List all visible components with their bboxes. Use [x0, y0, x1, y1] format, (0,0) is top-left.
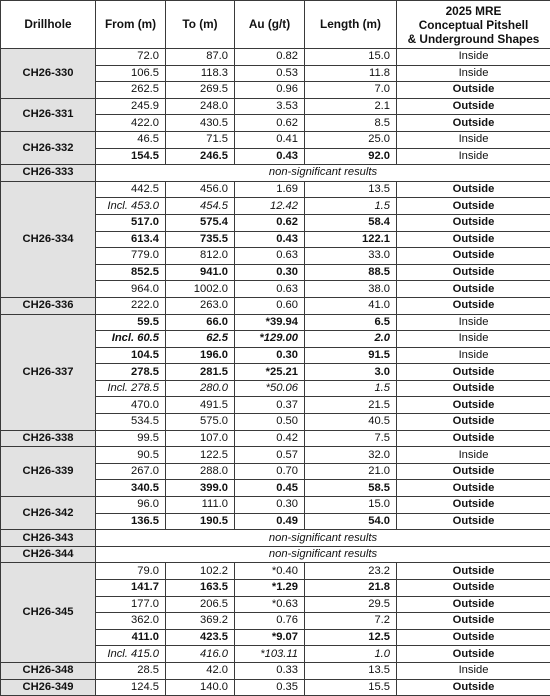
zone-status: Outside: [397, 646, 550, 663]
from-value: 79.0: [96, 563, 166, 580]
zone-status: Outside: [397, 115, 550, 132]
au-grade: 0.96: [235, 82, 305, 99]
from-value: 106.5: [96, 65, 166, 82]
table-row: [1, 165, 550, 182]
au-grade: 12.42: [235, 198, 305, 215]
zone-status: Outside: [397, 214, 550, 231]
from-value: 362.0: [96, 613, 166, 630]
drillhole-id: CH26-334: [1, 181, 96, 297]
au-grade: 0.35: [235, 679, 305, 696]
zone-status: Outside: [397, 397, 550, 414]
au-grade: 3.53: [235, 98, 305, 115]
au-grade: 0.30: [235, 264, 305, 281]
from-value: 154.5: [96, 148, 166, 165]
to-value: 454.5: [166, 198, 235, 215]
header-row: [1, 1, 550, 49]
zone-status: Outside: [397, 563, 550, 580]
interval-length: 15.0: [305, 497, 397, 514]
to-value: 288.0: [166, 463, 235, 480]
from-value: 177.0: [96, 596, 166, 613]
interval-length: 2.1: [305, 98, 397, 115]
interval-length: 41.0: [305, 297, 397, 314]
to-value: 66.0: [166, 314, 235, 331]
zone-status: Inside: [397, 131, 550, 148]
interval-length: 21.8: [305, 580, 397, 597]
to-value: 263.0: [166, 297, 235, 314]
au-grade: *1.29: [235, 580, 305, 597]
zone-status: Outside: [397, 463, 550, 480]
interval-length: 23.2: [305, 563, 397, 580]
to-value: 102.2: [166, 563, 235, 580]
table-row: [1, 430, 550, 447]
zone-status: Outside: [397, 181, 550, 198]
from-value: 442.5: [96, 181, 166, 198]
from-value: 28.5: [96, 662, 166, 679]
table-row: [1, 679, 550, 696]
from-value: 422.0: [96, 115, 166, 132]
header-from: From (m): [96, 1, 166, 49]
from-value: 99.5: [96, 430, 166, 447]
au-grade: 0.42: [235, 430, 305, 447]
header-au: Au (g/t): [235, 1, 305, 49]
interval-length: 1.0: [305, 646, 397, 663]
au-grade: *50.06: [235, 380, 305, 397]
from-value: 278.5: [96, 364, 166, 381]
au-grade: 0.60: [235, 297, 305, 314]
table-row: [1, 98, 550, 115]
zone-status: Outside: [397, 480, 550, 497]
au-grade: *0.63: [235, 596, 305, 613]
au-grade: 0.63: [235, 248, 305, 265]
interval-length: 88.5: [305, 264, 397, 281]
table-body: [1, 49, 550, 696]
interval-length: 122.1: [305, 231, 397, 248]
interval-length: 12.5: [305, 629, 397, 646]
to-value: 812.0: [166, 248, 235, 265]
header-zone: [397, 1, 550, 49]
from-value: 222.0: [96, 297, 166, 314]
zone-status: Outside: [397, 613, 550, 630]
to-value: 399.0: [166, 480, 235, 497]
from-value: 964.0: [96, 281, 166, 298]
zone-status: Outside: [397, 198, 550, 215]
interval-length: 32.0: [305, 447, 397, 464]
non-significant-note: non-significant results: [96, 165, 550, 182]
au-grade: 1.69: [235, 181, 305, 198]
zone-status: Outside: [397, 513, 550, 530]
from-value: 613.4: [96, 231, 166, 248]
au-grade: 0.30: [235, 497, 305, 514]
table-row: [1, 131, 550, 148]
au-grade: *9.07: [235, 629, 305, 646]
header-zone-line2: Conceptual Pitshell: [399, 18, 548, 32]
to-value: 575.0: [166, 414, 235, 431]
to-value: 111.0: [166, 497, 235, 514]
to-value: 196.0: [166, 347, 235, 364]
to-value: 87.0: [166, 49, 235, 66]
header-drillhole: Drillhole: [1, 1, 96, 49]
zone-status: Outside: [397, 231, 550, 248]
to-value: 369.2: [166, 613, 235, 630]
to-value: 163.5: [166, 580, 235, 597]
au-grade: *25.21: [235, 364, 305, 381]
drillhole-id: CH26-331: [1, 98, 96, 131]
zone-status: Inside: [397, 331, 550, 348]
interval-length: 8.5: [305, 115, 397, 132]
interval-length: 13.5: [305, 662, 397, 679]
zone-status: Outside: [397, 364, 550, 381]
from-value: Incl. 453.0: [96, 198, 166, 215]
au-grade: 0.43: [235, 148, 305, 165]
table-row: [1, 563, 550, 580]
interval-length: 25.0: [305, 131, 397, 148]
from-value: 267.0: [96, 463, 166, 480]
interval-length: 33.0: [305, 248, 397, 265]
table-row: [1, 297, 550, 314]
drillhole-id: CH26-337: [1, 314, 96, 430]
zone-status: Outside: [397, 380, 550, 397]
table-row: [1, 662, 550, 679]
drillhole-id: CH26-344: [1, 546, 96, 563]
interval-length: 58.5: [305, 480, 397, 497]
to-value: 71.5: [166, 131, 235, 148]
zone-status: Outside: [397, 281, 550, 298]
zone-status: Inside: [397, 65, 550, 82]
to-value: 42.0: [166, 662, 235, 679]
au-grade: 0.53: [235, 65, 305, 82]
from-value: 262.5: [96, 82, 166, 99]
to-value: 246.5: [166, 148, 235, 165]
table-row: [1, 497, 550, 514]
to-value: 941.0: [166, 264, 235, 281]
interval-length: 54.0: [305, 513, 397, 530]
zone-status: Outside: [397, 248, 550, 265]
table-row: [1, 49, 550, 66]
interval-length: 15.0: [305, 49, 397, 66]
drillhole-id: CH26-339: [1, 447, 96, 497]
zone-status: Inside: [397, 347, 550, 364]
zone-status: Outside: [397, 580, 550, 597]
header-zone-line1: 2025 MRE: [399, 4, 548, 18]
drillhole-id: CH26-333: [1, 165, 96, 182]
to-value: 281.5: [166, 364, 235, 381]
interval-length: 7.0: [305, 82, 397, 99]
zone-status: Outside: [397, 98, 550, 115]
interval-length: 21.0: [305, 463, 397, 480]
header-to: To (m): [166, 1, 235, 49]
interval-length: 13.5: [305, 181, 397, 198]
table-row: [1, 546, 550, 563]
zone-status: Outside: [397, 82, 550, 99]
from-value: 136.5: [96, 513, 166, 530]
au-grade: 0.63: [235, 281, 305, 298]
from-value: 72.0: [96, 49, 166, 66]
to-value: 269.5: [166, 82, 235, 99]
zone-status: Outside: [397, 629, 550, 646]
to-value: 62.5: [166, 331, 235, 348]
header-zone-line3: & Underground Shapes: [399, 32, 548, 46]
table-row: [1, 314, 550, 331]
zone-status: Outside: [397, 297, 550, 314]
table-row: [1, 530, 550, 547]
from-value: 124.5: [96, 679, 166, 696]
interval-length: 40.5: [305, 414, 397, 431]
drillhole-id: CH26-343: [1, 530, 96, 547]
drillhole-id: CH26-348: [1, 662, 96, 679]
to-value: 122.5: [166, 447, 235, 464]
from-value: 245.9: [96, 98, 166, 115]
interval-length: 7.2: [305, 613, 397, 630]
from-value: 779.0: [96, 248, 166, 265]
zone-status: Outside: [397, 596, 550, 613]
to-value: 248.0: [166, 98, 235, 115]
to-value: 140.0: [166, 679, 235, 696]
zone-status: Outside: [397, 414, 550, 431]
from-value: 141.7: [96, 580, 166, 597]
to-value: 416.0: [166, 646, 235, 663]
au-grade: 0.57: [235, 447, 305, 464]
from-value: 90.5: [96, 447, 166, 464]
from-value: 470.0: [96, 397, 166, 414]
from-value: 852.5: [96, 264, 166, 281]
to-value: 206.5: [166, 596, 235, 613]
to-value: 735.5: [166, 231, 235, 248]
zone-status: Outside: [397, 430, 550, 447]
interval-length: 1.5: [305, 380, 397, 397]
zone-status: Inside: [397, 662, 550, 679]
to-value: 430.5: [166, 115, 235, 132]
interval-length: 29.5: [305, 596, 397, 613]
zone-status: Inside: [397, 447, 550, 464]
drillhole-id: CH26-342: [1, 497, 96, 530]
from-value: 46.5: [96, 131, 166, 148]
au-grade: *103.11: [235, 646, 305, 663]
drillhole-id: CH26-330: [1, 49, 96, 99]
au-grade: *129.00: [235, 331, 305, 348]
interval-length: 92.0: [305, 148, 397, 165]
zone-status: Outside: [397, 264, 550, 281]
interval-length: 38.0: [305, 281, 397, 298]
from-value: Incl. 60.5: [96, 331, 166, 348]
au-grade: 0.37: [235, 397, 305, 414]
to-value: 575.4: [166, 214, 235, 231]
interval-length: 1.5: [305, 198, 397, 215]
interval-length: 58.4: [305, 214, 397, 231]
interval-length: 91.5: [305, 347, 397, 364]
au-grade: 0.70: [235, 463, 305, 480]
interval-length: 11.8: [305, 65, 397, 82]
non-significant-note: non-significant results: [96, 546, 550, 563]
drillhole-id: CH26-332: [1, 131, 96, 164]
to-value: 423.5: [166, 629, 235, 646]
au-grade: 0.62: [235, 115, 305, 132]
from-value: 534.5: [96, 414, 166, 431]
from-value: 517.0: [96, 214, 166, 231]
to-value: 456.0: [166, 181, 235, 198]
au-grade: 0.33: [235, 662, 305, 679]
interval-length: 15.5: [305, 679, 397, 696]
au-grade: 0.50: [235, 414, 305, 431]
drillhole-id: CH26-349: [1, 679, 96, 696]
from-value: Incl. 278.5: [96, 380, 166, 397]
from-value: 104.5: [96, 347, 166, 364]
zone-status: Outside: [397, 497, 550, 514]
zone-status: Inside: [397, 148, 550, 165]
zone-status: Outside: [397, 679, 550, 696]
au-grade: 0.82: [235, 49, 305, 66]
drillhole-id: CH26-345: [1, 563, 96, 663]
au-grade: 0.45: [235, 480, 305, 497]
interval-length: 2.0: [305, 331, 397, 348]
table-row: [1, 447, 550, 464]
zone-status: Inside: [397, 314, 550, 331]
non-significant-note: non-significant results: [96, 530, 550, 547]
from-value: Incl. 415.0: [96, 646, 166, 663]
to-value: 280.0: [166, 380, 235, 397]
au-grade: 0.30: [235, 347, 305, 364]
au-grade: 0.43: [235, 231, 305, 248]
au-grade: 0.76: [235, 613, 305, 630]
to-value: 107.0: [166, 430, 235, 447]
au-grade: 0.49: [235, 513, 305, 530]
header-length: Length (m): [305, 1, 397, 49]
interval-length: 3.0: [305, 364, 397, 381]
from-value: 340.5: [96, 480, 166, 497]
au-grade: *39.94: [235, 314, 305, 331]
au-grade: 0.62: [235, 214, 305, 231]
drillhole-id: CH26-336: [1, 297, 96, 314]
interval-length: 6.5: [305, 314, 397, 331]
zone-status: Inside: [397, 49, 550, 66]
au-grade: *0.40: [235, 563, 305, 580]
interval-length: 21.5: [305, 397, 397, 414]
from-value: 59.5: [96, 314, 166, 331]
interval-length: 7.5: [305, 430, 397, 447]
to-value: 491.5: [166, 397, 235, 414]
to-value: 118.3: [166, 65, 235, 82]
drillhole-id: CH26-338: [1, 430, 96, 447]
from-value: 96.0: [96, 497, 166, 514]
to-value: 190.5: [166, 513, 235, 530]
from-value: 411.0: [96, 629, 166, 646]
to-value: 1002.0: [166, 281, 235, 298]
table-row: [1, 181, 550, 198]
au-grade: 0.41: [235, 131, 305, 148]
